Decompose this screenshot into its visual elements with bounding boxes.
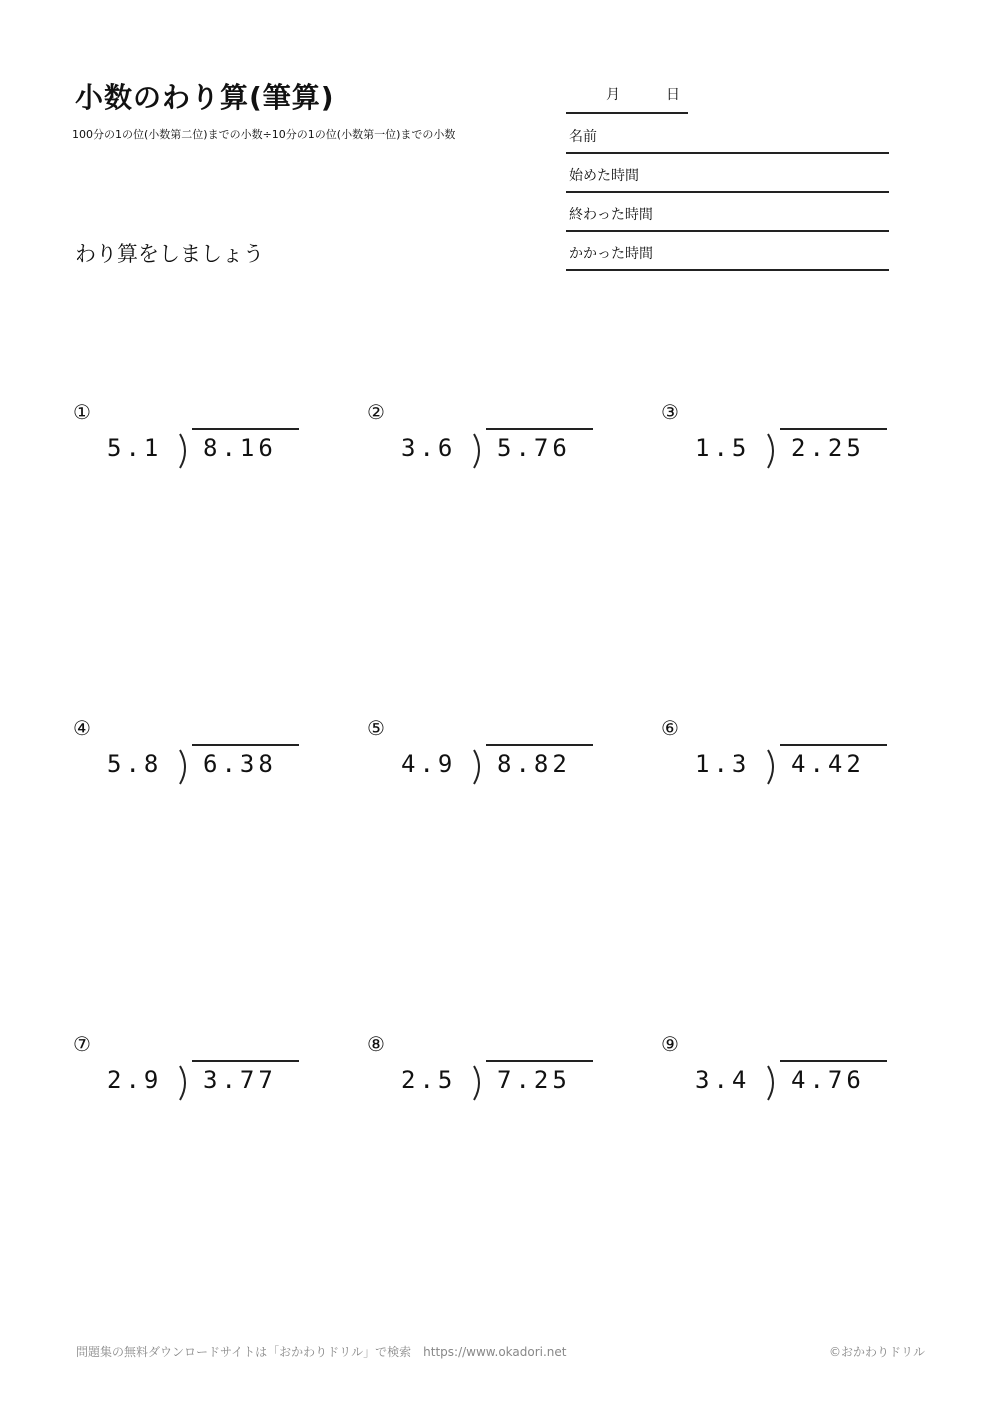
division-problem [661, 1032, 901, 1102]
dividend: 8.82 [497, 750, 571, 778]
division-bracket-icon [471, 748, 485, 786]
end-time-field[interactable] [566, 192, 889, 232]
divisor: 3.6 [401, 434, 457, 462]
division-bar [780, 428, 887, 430]
division-bar [192, 428, 299, 430]
problem-number: ④ [73, 716, 91, 740]
dividend: 8.16 [203, 434, 277, 462]
dividend: 3.77 [203, 1066, 277, 1094]
instruction-text: わり算をしましょう [75, 242, 264, 266]
division-problem [73, 400, 313, 470]
end-time-label: 終わった時間 [569, 207, 653, 223]
division-bar [780, 1060, 887, 1062]
division-bracket-icon [765, 432, 779, 470]
footer-note: 問題集の無料ダウンロードサイトは「おかわりドリル」で検索 https://www.okadori.net [76, 1345, 567, 1359]
division-problem [367, 716, 607, 786]
name-label: 名前 [569, 129, 597, 145]
division-problem [73, 1032, 313, 1102]
divisor: 5.1 [107, 434, 163, 462]
divisor: 2.9 [107, 1066, 163, 1094]
division-problem [661, 400, 901, 470]
date-field[interactable] [566, 84, 688, 114]
dividend: 2.25 [791, 434, 865, 462]
month-label: 月 [606, 87, 620, 103]
division-bracket-icon [177, 1064, 191, 1102]
division-bar [486, 1060, 593, 1062]
divisor: 4.9 [401, 750, 457, 778]
problem-number: ⑥ [661, 716, 679, 740]
division-problem [73, 716, 313, 786]
division-bar [192, 744, 299, 746]
problem-number: ① [73, 400, 91, 424]
problem-number: ⑧ [367, 1032, 385, 1056]
division-bar [780, 744, 887, 746]
page-subtitle: 100分の1の位(小数第二位)までの小数÷10分の1の位(小数第一位)までの小数 [72, 128, 456, 141]
division-bracket-icon [177, 748, 191, 786]
divisor: 1.5 [695, 434, 751, 462]
problem-number: ③ [661, 400, 679, 424]
dividend: 7.25 [497, 1066, 571, 1094]
division-bracket-icon [471, 1064, 485, 1102]
division-bar [192, 1060, 299, 1062]
elapsed-time-field[interactable] [566, 231, 889, 271]
dividend: 4.76 [791, 1066, 865, 1094]
dividend: 5.76 [497, 434, 571, 462]
footer-copyright: ©おかわりドリル [829, 1345, 926, 1359]
start-time-field[interactable] [566, 153, 889, 193]
division-bracket-icon [471, 432, 485, 470]
division-bracket-icon [765, 748, 779, 786]
dividend: 6.38 [203, 750, 277, 778]
division-bracket-icon [765, 1064, 779, 1102]
problem-number: ⑦ [73, 1032, 91, 1056]
page-title: 小数のわり算(筆算) [75, 81, 335, 114]
problem-number: ② [367, 400, 385, 424]
day-label: 日 [666, 87, 680, 103]
division-problem [661, 716, 901, 786]
division-problem [367, 400, 607, 470]
divisor: 5.8 [107, 750, 163, 778]
dividend: 4.42 [791, 750, 865, 778]
problem-number: ⑨ [661, 1032, 679, 1056]
division-bar [486, 744, 593, 746]
division-bracket-icon [177, 432, 191, 470]
start-time-label: 始めた時間 [569, 168, 639, 184]
elapsed-time-label: かかった時間 [569, 246, 653, 262]
divisor: 2.5 [401, 1066, 457, 1094]
division-bar [486, 428, 593, 430]
name-field[interactable] [566, 114, 889, 154]
divisor: 1.3 [695, 750, 751, 778]
problem-number: ⑤ [367, 716, 385, 740]
divisor: 3.4 [695, 1066, 751, 1094]
division-problem [367, 1032, 607, 1102]
